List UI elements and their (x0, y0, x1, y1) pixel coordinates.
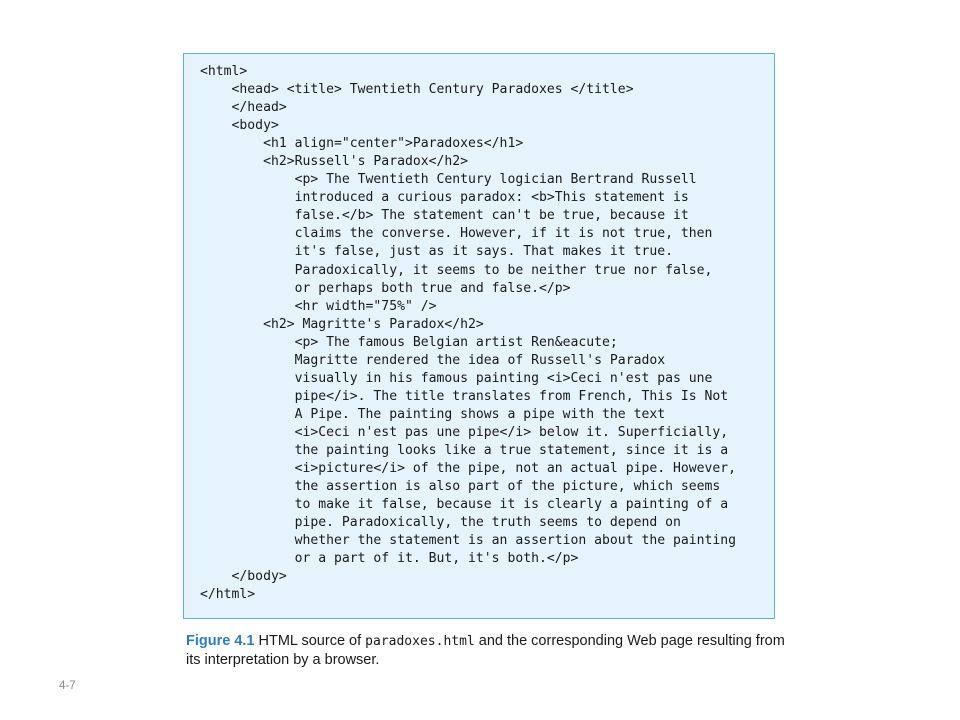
code-line: Magritte rendered the idea of Russell's Paradox (200, 352, 666, 368)
code-line: claims the converse. However, if it is not true, then (200, 226, 713, 242)
caption-filename: paradoxes.html (365, 634, 475, 649)
code-line: false.</b> The statement can't be true, because it (200, 208, 689, 224)
code-line: to make it false, because it is clearly a painting of a (200, 497, 729, 513)
code-line: <h1 align="center">Paradoxes</h1> (200, 136, 524, 152)
code-listing-box (183, 53, 775, 619)
code-line: the painting looks like a true statement, since it is a (200, 442, 729, 458)
code-line: <p> The Twentieth Century logician Bertrand Russell (200, 172, 697, 188)
code-line: <i>picture</i> of the pipe, not an actual pipe. However, (200, 461, 737, 477)
code-line: Paradoxically, it seems to be neither true nor false, (200, 262, 713, 278)
code-line: </head> (200, 100, 287, 116)
figure-caption (186, 632, 786, 669)
caption-text-before: HTML source of (254, 633, 366, 649)
code-line: the assertion is also part of the picture, which seems (200, 479, 721, 495)
code-line: <html> (200, 64, 248, 79)
code-line: </body> (200, 569, 287, 585)
caption-text-after: and the corresponding Web page resulting from its interpretation by a browser. (186, 633, 785, 668)
slide-number: 4-7 (59, 680, 76, 692)
code-line: <h2> Magritte's Paradox</h2> (200, 316, 484, 332)
code-line: visually in his famous painting <i>Ceci n'est pas une (200, 370, 713, 386)
code-line: A Pipe. The painting shows a pipe with the text (200, 406, 666, 422)
code-line: <p> The famous Belgian artist Ren&eacute; (200, 334, 618, 350)
code-line: <i>Ceci n'est pas une pipe</i> below it. Superficially, (200, 424, 729, 440)
code-line: whether the statement is an assertion about the painting (200, 533, 737, 549)
code-line: pipe</i>. The title translates from French, This Is Not (200, 388, 729, 404)
code-line: <h2>Russell's Paradox</h2> (200, 154, 469, 170)
code-line: or a part of it. But, it's both.</p> (200, 551, 579, 567)
figure-label: Figure 4.1 (186, 633, 255, 649)
code-line: <body> (200, 118, 279, 134)
code-line: <hr width="75%" /> (200, 298, 437, 314)
code-line: </html> (200, 587, 256, 603)
code-line: <head> <title> Twentieth Century Paradoxes </title> (200, 82, 634, 98)
code-line: or perhaps both true and false.</p> (200, 280, 571, 296)
code-line: introduced a curious paradox: <b>This statement is (200, 190, 689, 206)
code-line: pipe. Paradoxically, the truth seems to depend on (200, 515, 681, 531)
code-line: it's false, just as it says. That makes it true. (200, 244, 673, 260)
code-listing (200, 63, 736, 604)
